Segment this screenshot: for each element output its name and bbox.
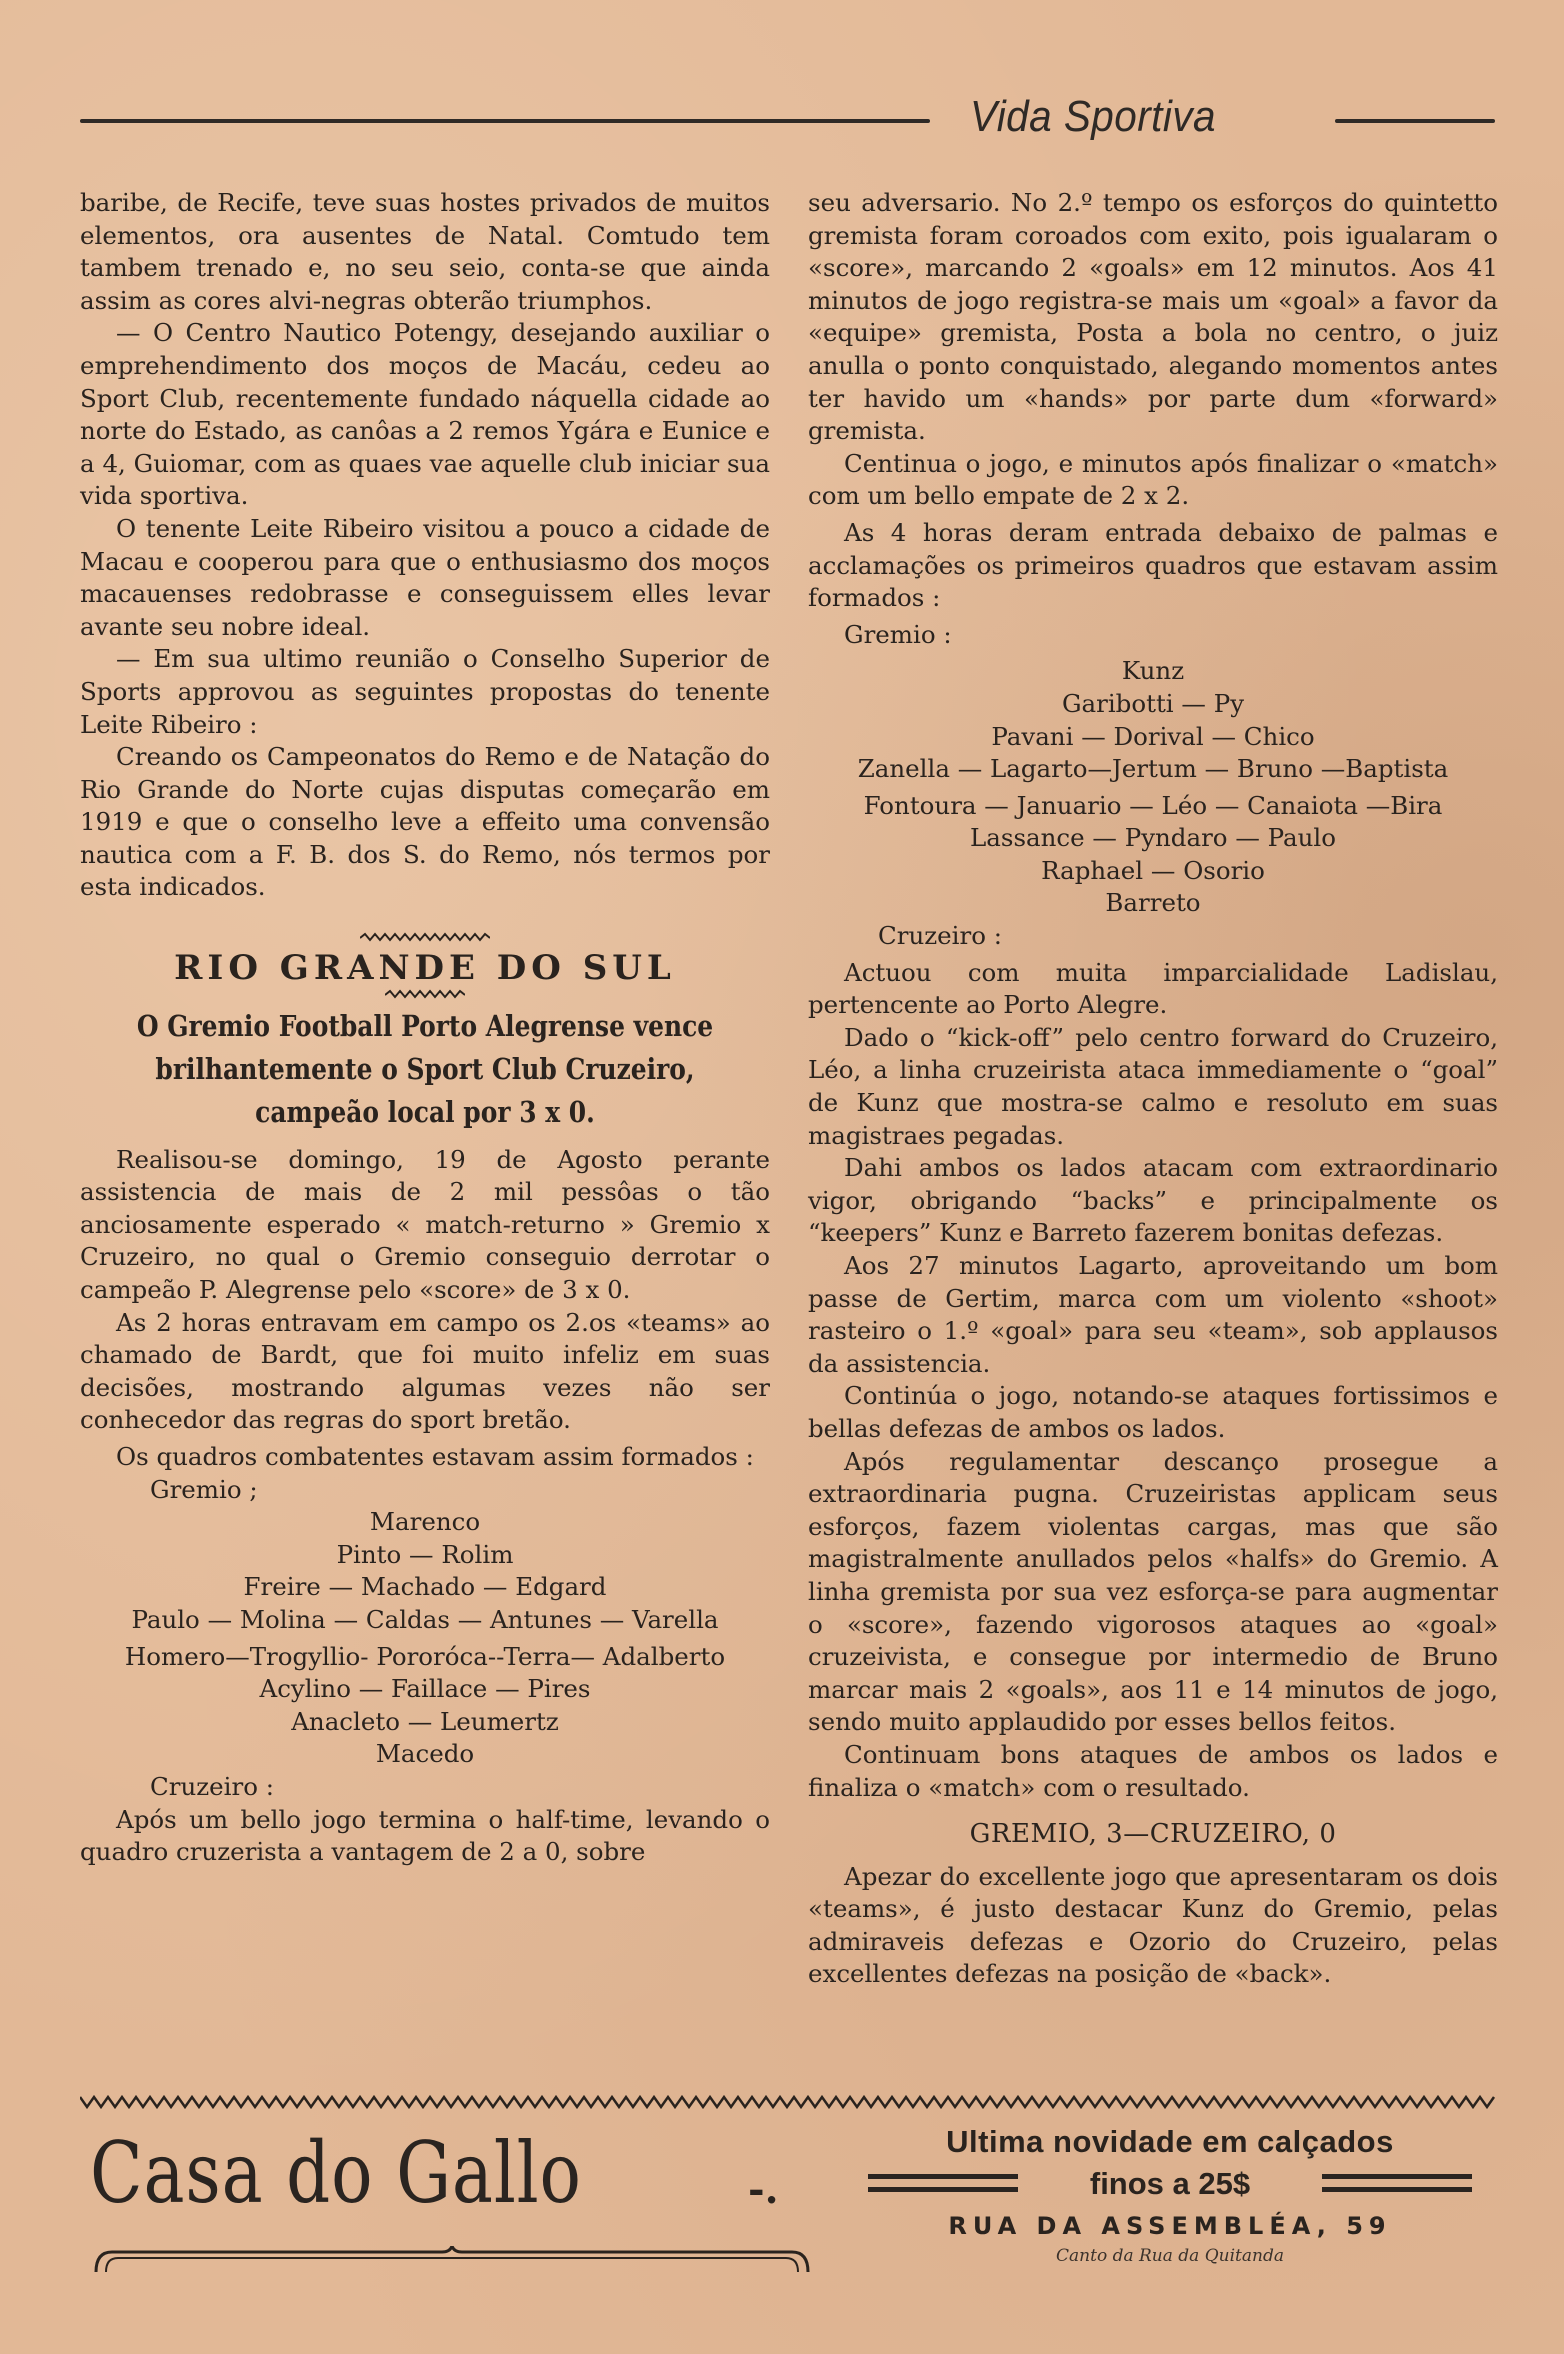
advert-price-line (840, 2166, 1500, 2204)
lineup-row: Fontoura — Januario — Léo — Canaiota —Bira (863, 790, 1443, 820)
lineup-row: Pavani — Dorival — Chico (991, 721, 1315, 751)
lineup-row: Macedo (375, 1739, 475, 1769)
lineup-row: Kunz (1121, 656, 1185, 686)
paragraph: Apezar do excellente jogo que apresentaram os dois «teams», é justo destacar Kunz do Gremio, pelas admiraveis defezas e Ozorio do Cruzeiro, pelas excellentes defezas na posição de «back». (808, 1861, 1498, 1989)
paragraph: Os quadros combatentes estavam assim formados : (116, 1442, 754, 1471)
paragraph: seu adversario. No 2.º tempo os esforços do quintetto gremista foram coroados com exito, pois igualaram o «score», marcando 2 «goals» em 12 minutos. Aos 41 minutos de jogo registra-se mais um «goal» a favor da «equipe» gremista, Posta a bola no centro, o juiz anulla o ponto conquistado, alegando momentos antes ter havido um «hands» por parte dum «forward» gremista. (808, 188, 1498, 446)
paragraph: Creando os Campeonatos do Remo e de Natação do Rio Grande do Norte cujas disputas começarão em 1919 e que o conselho leve a effeito uma convensão nautica com a F. B. dos S. do Remo, nós termos por esta indicados. (80, 742, 770, 902)
advert-details (840, 2124, 1500, 2266)
region-heading: RIO GRANDE DO SUL (174, 948, 676, 989)
right-column (808, 187, 1498, 1991)
lineup-row: Garibotti — Py (1061, 688, 1245, 718)
final-score: GREMIO, 3—CRUZEIRO, 0 (969, 1819, 1337, 1850)
lineup-cruzeiro (80, 1641, 770, 1771)
team-label-gremio: Gremio : (844, 619, 952, 649)
advertisement (80, 2094, 1500, 2314)
advert-dash: -. (748, 2166, 779, 2213)
lineup-row: Barreto (1105, 888, 1201, 918)
paragraph: Após um bello jogo termina o half-time, levando o quadro cruzerista a vantagem de 2 a 0, sobre (80, 1804, 770, 1867)
lineup-row: Homero—Trogyllio- Pororóca--Terra— Adalberto (124, 1641, 726, 1671)
paragraph: O tenente Leite Ribeiro visitou a pouco a cidade de Macau e cooperou para que o enthusiasmo dos moços macauenses redobrasse e conseguissem elles levar avante seu nobre ideal. (80, 513, 770, 641)
lineup-row: Paulo — Molina — Caldas — Antunes — Varella (131, 1604, 719, 1634)
lineup-row: Freire — Machado — Edgard (243, 1572, 607, 1602)
advert-tagline: Ultima novidade em calçados (946, 2124, 1394, 2159)
lineup-row: Marenco (369, 1507, 481, 1537)
lineup-gremio (808, 655, 1498, 785)
page-header (80, 92, 1495, 148)
advert-address: RUA DA ASSEMBLÉA, 59 (948, 2212, 1392, 2240)
double-rule (868, 2174, 1018, 2192)
paragraph: Actuou com muita imparcialidade Ladislau, pertencente ao Porto Alegre. (808, 957, 1498, 1020)
advert-address-note: Canto da Rua da Quitanda (1056, 2246, 1284, 2266)
header-rule-right (1335, 119, 1495, 123)
lineup-cruzeiro (808, 790, 1498, 920)
decorative-bracket (92, 2246, 812, 2276)
paragraph: Dahi ambos os lados atacam com extraordinario vigor, obrigando “backs” e principalmente os “keepers” Kunz e Barreto fazerem bonitas defezas. (808, 1153, 1498, 1248)
lineup-row: Lassance — Pyndaro — Paulo (970, 823, 1336, 853)
advert-shop-name: Casa do Gallo (90, 2124, 582, 2222)
header-rule-left (80, 119, 930, 123)
lineup-row: Raphael — Osorio (1041, 855, 1265, 885)
paragraph: Aos 27 minutos Lagarto, aproveitando um bom passe de Gertim, marca com um violento «shoot» rasteiro o 1.º «goal» para seu «team», sob applausos da assistencia. (808, 1251, 1498, 1378)
paragraph: Realisou-se domingo, 19 de Agosto perante assistencia de mais de 2 mil pessôas o tão anciosamente esperado « match-returno » Gremio x Cruzeiro, no qual o Gremio conseguio derrotar o campeão P. Alegrense pelo «score» de 3 x 0. (80, 1144, 770, 1305)
article-headline: O Gremio Football Porto Alegrense vence brilhantemente o Sport Club Cruzeiro, campeão local por 3 x 0. (136, 1008, 714, 1129)
lineup-row: Zanella — Lagarto—Jertum — Bruno —Baptista (857, 754, 1449, 784)
section-title-vida-sportiva: Vida Sportiva (970, 92, 1217, 141)
left-column (80, 187, 770, 1869)
paragraph: As 2 horas entravam em campo os 2.os «teams» ao chamado de Bardt, que foi muito infeliz em suas decisões, mostrando algumas vezes não ser conhecedor das regras do sport bretão. (80, 1307, 770, 1435)
paragraph: — O Centro Nautico Potengy, desejando auxiliar o emprehendimento dos moços de Macáu, cedeu ao Sport Club, recentemente fundado náquella cidade ao norte do Estado, as canôas a 2 remos Ygára e Eunice e a 4, Guiomar, com as quaes vae aquelle club iniciar sua vida sportiva. (80, 318, 770, 511)
team-label-cruzeiro: Cruzeiro : (878, 921, 1002, 951)
squiggle-divider (360, 932, 490, 944)
paragraph: Após regulamentar descanço prosegue a extraordinaria pugna. Cruzeiristas applicam seus esforços, fazem violentas cargas, mas que são magistralmente anullados pelos «halfs» do Gremio. A linha gremista por sua vez esforça-se para augmentar o «score», fazendo vigorosos ataques ao «goal» cruzeivista, e consegue por intermedio de Bruno marcar mais 2 «goals», aos 11 e 14 minutos de jogo, sendo muito applaudido por esses bellos feitos. (808, 1446, 1498, 1737)
wave-divider (80, 2094, 1500, 2110)
team-label-gremio: Gremio ; (150, 1474, 258, 1504)
lineup-gremio (80, 1506, 770, 1636)
advert-price: finos a 25$ (1089, 2166, 1251, 2201)
team-label-cruzeiro: Cruzeiro : (150, 1771, 274, 1801)
lineup-row: Pinto — Rolim (336, 1539, 514, 1569)
paragraph: Continuam bons ataques de ambos os lados e finaliza o «match» com o resultado. (808, 1739, 1498, 1802)
paragraph: Centinua o jogo, e minutos após finalizar o «match» com um bello empate de 2 x 2. (808, 448, 1498, 511)
lineup-row: Acylino — Faillace — Pires (259, 1674, 591, 1704)
paragraph: — Em sua ultimo reunião o Conselho Superior de Sports approvou as seguintes propostas do tenente Leite Ribeiro : (80, 644, 770, 739)
paragraph: As 4 horas deram entrada debaixo de palmas e acclamações os primeiros quadros que estavam assim formados : (808, 517, 1498, 613)
paragraph: Dado o “kick-off” pelo centro forward do Cruzeiro, Léo, a linha cruzeirista ataca immediamente o “goal” de Kunz que mostra-se calmo e resoluto em suas magistraes pegadas. (808, 1022, 1498, 1150)
paragraph: Continúa o jogo, notando-se ataques fortissimos e bellas defezas de ambos os lados. (808, 1381, 1498, 1443)
lineup-row: Anacleto — Leumertz (291, 1706, 559, 1736)
squiggle-divider (385, 989, 465, 1001)
paragraph: baribe, de Recife, teve suas hostes privados de muitos elementos, ora ausentes de Natal. Comtudo tem tambem trenado e, no seu seio, conta-se que ainda assim as cores alvi-negras obterão triumphos. (80, 188, 770, 315)
double-rule (1322, 2174, 1472, 2192)
